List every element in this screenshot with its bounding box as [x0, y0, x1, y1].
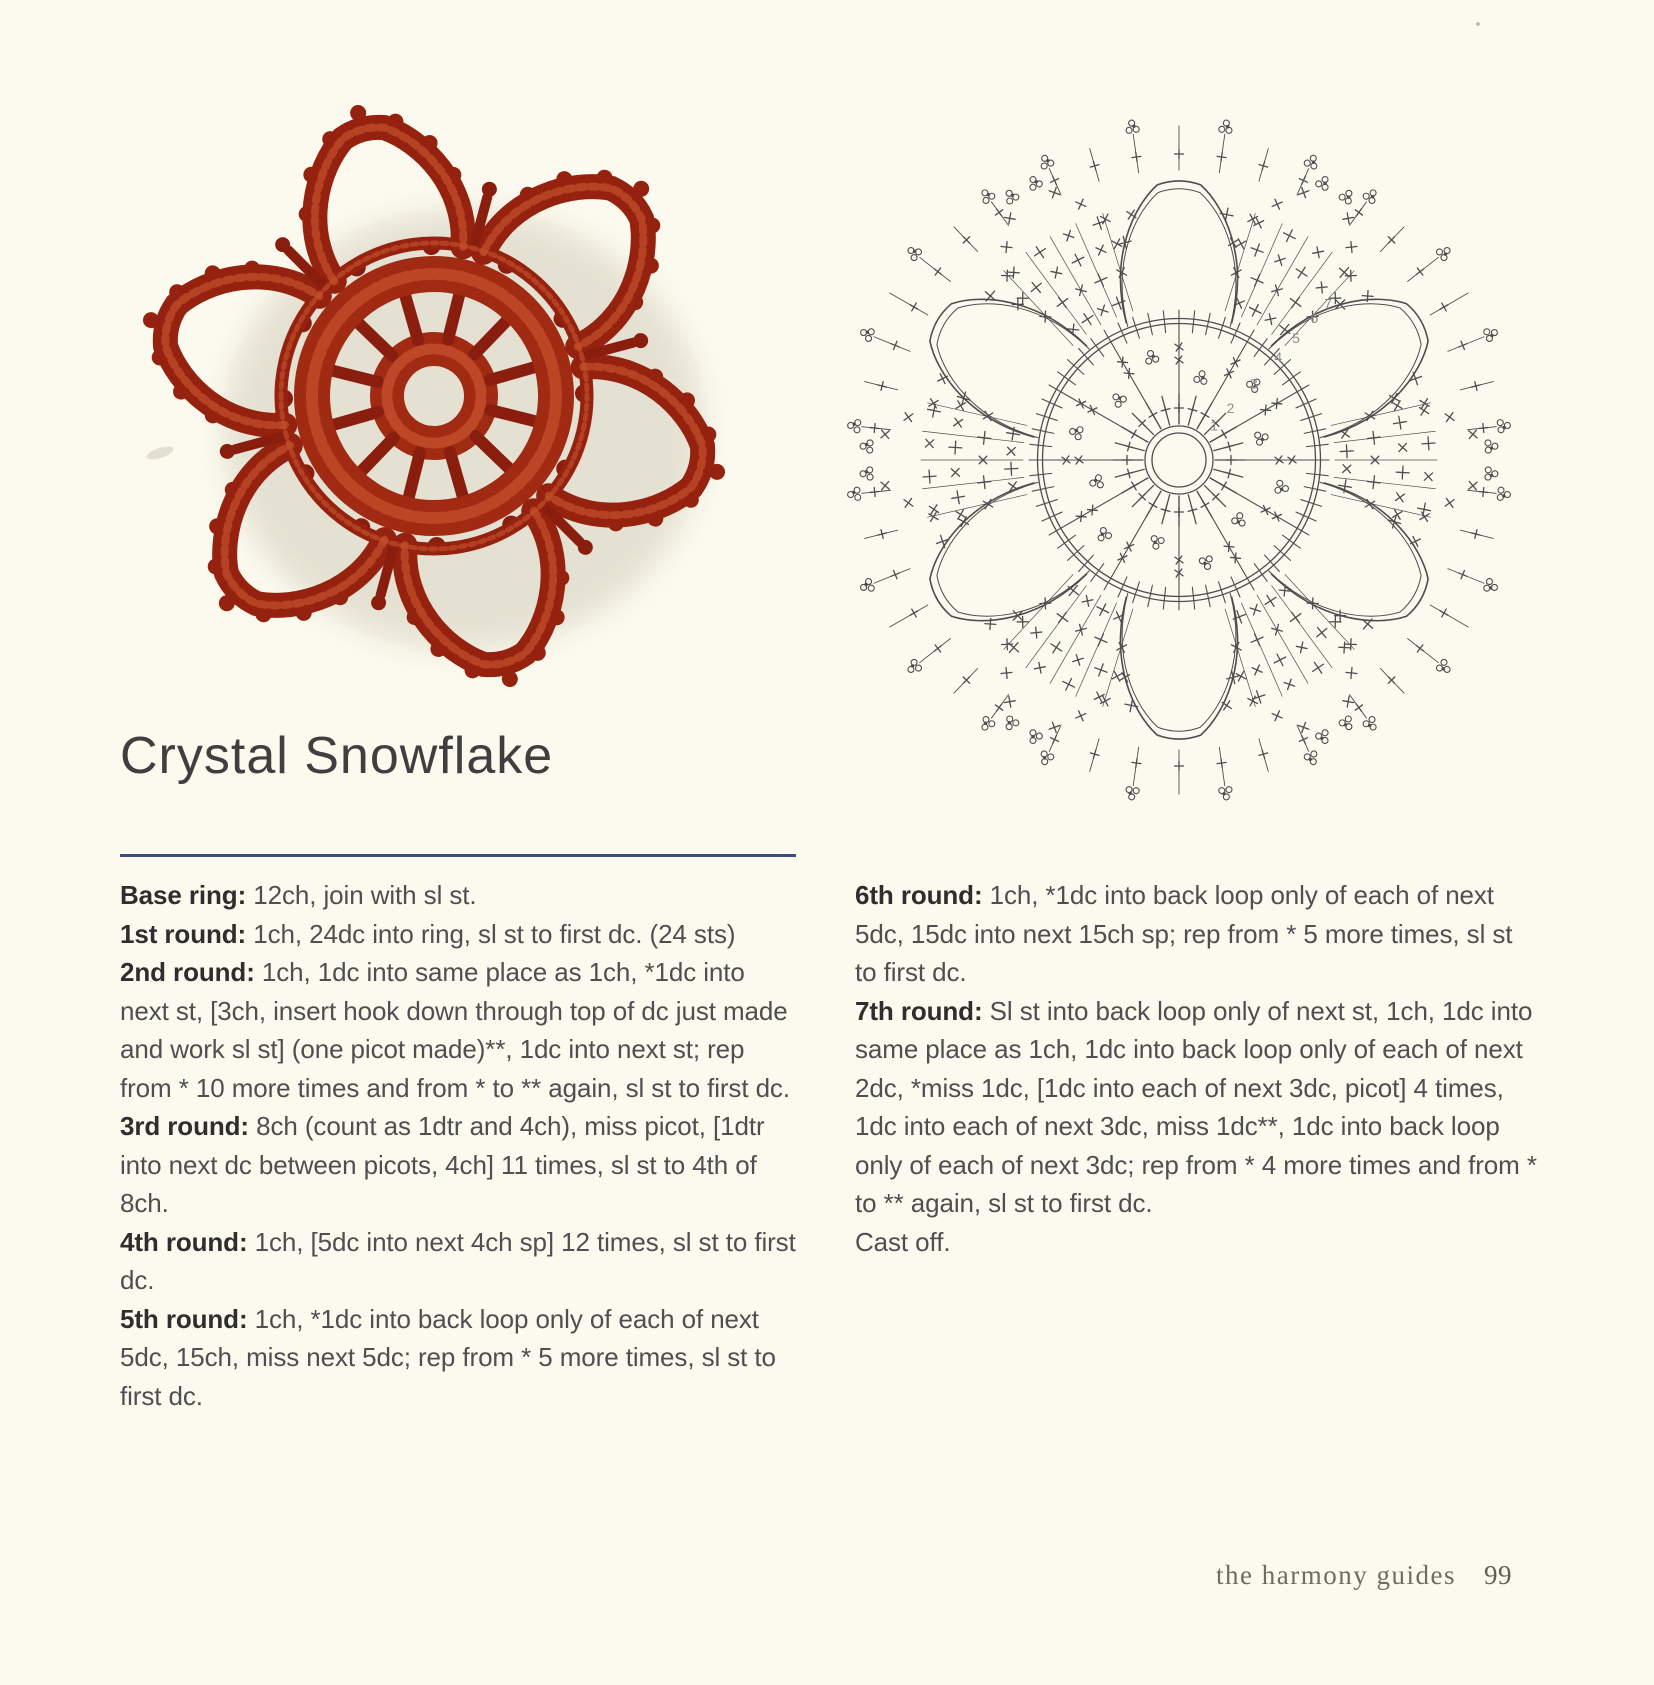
round-text: Sl st into back loop only of next st, 1ch, 1dc into same place as 1ch, 1dc into back loop only of each of next 2dc, *miss 1dc, [1dc into each of next 3dc, picot] 4 times, 1dc into each of next 3dc, miss 1dc**, 1dc into back loop only of each of next 3dc; rep from * 4 more times and from * to ** again, sl st to first dc. [855, 995, 1537, 1218]
instructions-right-column [855, 876, 1537, 1261]
crochet-chart [820, 88, 1544, 812]
chart-strokes [848, 120, 1511, 800]
instruction-paragraph [120, 953, 798, 1107]
round-number-label: 2 [1226, 400, 1235, 417]
instruction-paragraph [120, 915, 798, 954]
round-label: 4th round: [120, 1226, 248, 1257]
round-text: 1ch, [5dc into next 4ch sp] 12 times, sl st to first dc. [120, 1226, 796, 1295]
instruction-paragraph [855, 1223, 1537, 1262]
instruction-paragraph [120, 1300, 798, 1416]
round-text: 1ch, 1dc into same place as 1ch, *1dc into next st, [3ch, insert hook down through top of dc just made and work sl st] (one picot made)**, 1dc into next st; rep from * 10 more times and from * to ** again, sl st to first dc. [120, 957, 790, 1103]
round-label: 7th round: [855, 995, 983, 1026]
instruction-paragraph [120, 1223, 798, 1300]
round-text: 1ch, *1dc into back loop only of each of next 5dc, 15ch, miss next 5dc; rep from * 5 more times, sl st to first dc. [120, 1303, 776, 1411]
instruction-paragraph [855, 992, 1537, 1223]
round-label: 6th round: [855, 880, 983, 910]
instruction-paragraph [855, 876, 1537, 992]
page-footer [1216, 1560, 1512, 1591]
scan-artifact-dot [1476, 22, 1480, 26]
round-text: 1ch, *1dc into back loop only of each of next 5dc, 15dc into next 15ch sp; rep from * 5 more times, sl st to first dc. [855, 880, 1513, 987]
title-rule [120, 854, 796, 857]
round-text: 8ch (count as 1dtr and 4ch), miss picot, [1dtr into next dc between picots, 4ch] 11 times, sl st to 4th of 8ch. [120, 1111, 765, 1218]
round-text: 12ch, join with sl st. [253, 880, 477, 910]
instruction-paragraph [120, 876, 798, 915]
round-label: 1st round: [120, 918, 247, 949]
round-label: Base ring: [120, 880, 247, 910]
crochet-chart-svg [820, 88, 1544, 812]
round-number-label: 1 [1210, 417, 1219, 434]
round-label: 2nd round: [120, 957, 255, 987]
round-number-label: 3 [1249, 375, 1258, 392]
instructions-left-column [120, 876, 798, 1415]
round-number-label: 4 [1274, 348, 1283, 365]
snowflake-photo-svg [118, 98, 768, 738]
round-label: 5th round: [120, 1303, 248, 1334]
footer-page-number: 99 [1484, 1560, 1512, 1590]
page-title: Crystal Snowflake [120, 727, 554, 785]
round-text: 1ch, 24dc into ring, sl st to first dc. (24 sts) [253, 918, 736, 949]
round-number-label: 5 [1292, 329, 1300, 346]
footer-book-title: the harmony guides [1216, 1560, 1456, 1590]
round-number-label: 6 [1310, 310, 1319, 327]
instruction-paragraph [120, 1107, 798, 1223]
round-number-label: 7 [1324, 295, 1332, 312]
round-text: Cast off. [855, 1226, 951, 1257]
snowflake-photo [118, 98, 768, 738]
round-label: 3rd round: [120, 1111, 249, 1141]
